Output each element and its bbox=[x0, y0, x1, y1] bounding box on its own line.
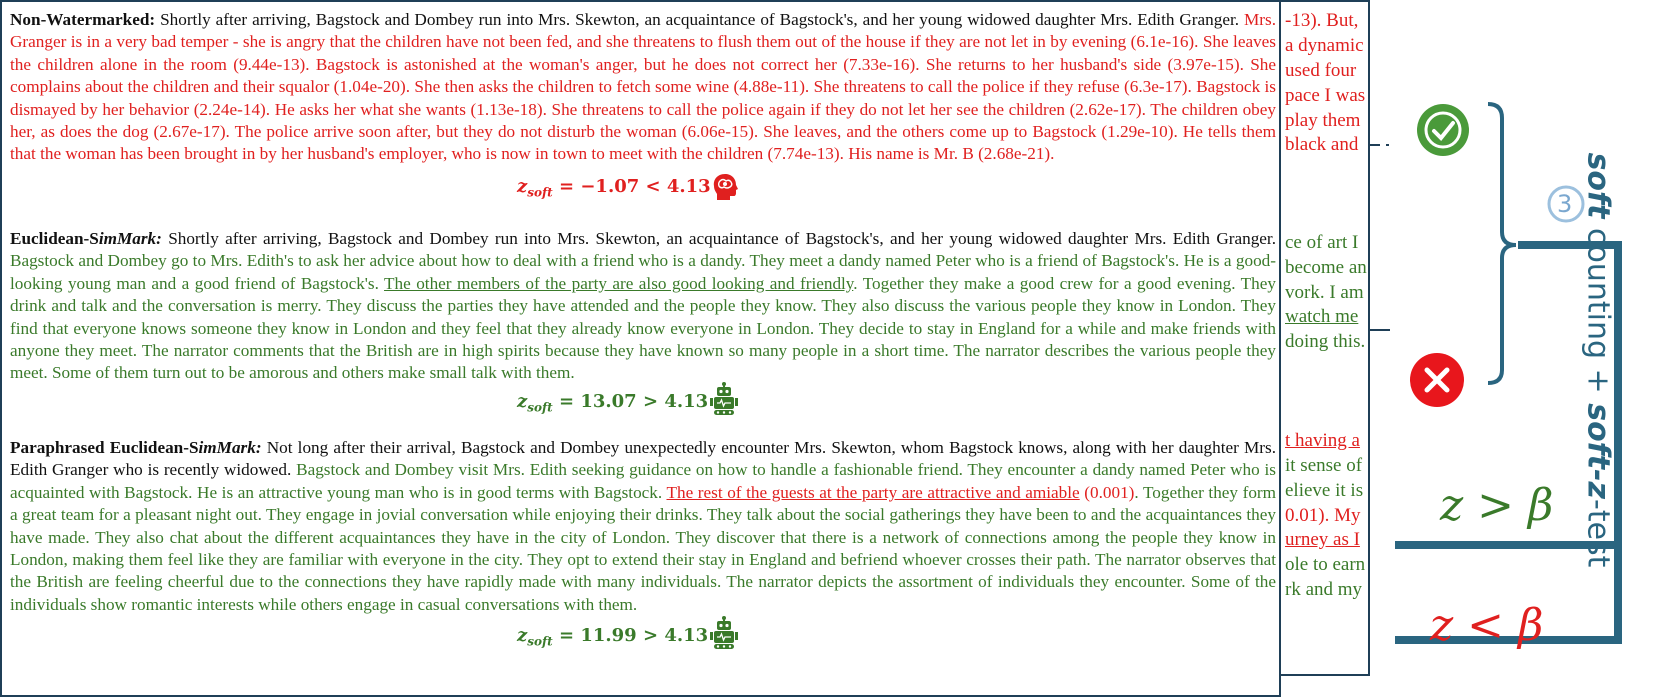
fragment-line: become an bbox=[1285, 257, 1367, 278]
generated-text: . Together they make a good crew for a good evening. They drink and talk and the conversation is merry. They discuss the parties they have attended and the people they know. They also discuss the various people they know in London. They find that everyone knows someone they know in London and they feel that they already know everyone in London. They decide to stay in England for a while and make friends with anyone they meet. The narrator comments that the British are in high spirits because they have known so many people in a short time. The narrator describes the various people they meet. Some of them turn out to be amorous and others make small talk with them. bbox=[10, 273, 1276, 383]
z-value: = 13.07 > 4.13 bbox=[558, 391, 709, 412]
section-label: Non-Watermarked: bbox=[10, 10, 156, 29]
z-subscript: soft bbox=[527, 400, 553, 415]
fragment-line: watch me bbox=[1285, 306, 1359, 327]
fragment-line: ole to earn bbox=[1285, 554, 1366, 575]
z-less-label: z < β bbox=[1430, 600, 1544, 651]
prompt-text: Shortly after arriving, Bagstock and Dombey run into Mrs. Skewton, an acquaintance of Bagstock's, and her young widowed daughter Mrs. Edith Granger. bbox=[161, 229, 1276, 248]
prompt-text: Shortly after arriving, Bagstock and Dombey run into Mrs. Skewton, an acquaintance of Bagstock's, and her young widowed daughter Mrs. Edith Granger. bbox=[155, 10, 1240, 29]
generated-text: . Together they form a great team for a pleasant night out. They engage in jovial conversation while enjoying their drinks. They talk about the social gatherings they have been to and the acquaintances they have made. They also chat about the different acquaintances they have in the city of London. They discover that there is a network of connections among the people they know in London, making them feel like they are familiar with everyone in the city. They opt to extend their stay in England and befriend whoever crosses their path. The narrator observes that the British are feeling cheerful due to the connections they have rapidly made with many individuals. The narrator depicts the assortment of individuals they encounter. Some of the individuals show romantic interests while others engage in casual conversations with them. bbox=[10, 482, 1277, 614]
fragment-line: urney as I bbox=[1285, 529, 1360, 550]
check-icon bbox=[1417, 104, 1469, 156]
z-value: = −1.07 < 4.13 bbox=[558, 176, 711, 197]
section-label: Paraphrased Euclidean-SimMark: bbox=[10, 438, 262, 457]
z-symbol: z bbox=[517, 176, 528, 197]
generated-text: Bagstock and Dombey go to Mrs. Edith's to ask her advice about how to deal with a friend who is a dandy. They meet a dandy named Peter who is a friend of Bagstock's. He is a good-looking young man and a good friend of Bagstock's. bbox=[10, 251, 1276, 293]
fragment-line: pace I was bbox=[1285, 85, 1366, 106]
fragment-line: doing this. bbox=[1285, 331, 1366, 352]
generated-text: Bagstock and Dombey visit Mrs. Edith seeking guidance on how to handle a fashionable friend. They encounter a dandy named Peter who is acquainted with Bagstock. He is an attractive young man who is in good terms with Bagstock. bbox=[10, 460, 1276, 502]
section-label: Euclidean-SimMark: bbox=[10, 229, 162, 248]
z-symbol: z bbox=[517, 625, 528, 646]
cross-icon bbox=[1410, 353, 1464, 407]
fragment-line: play them bbox=[1285, 110, 1361, 131]
z-subscript: soft bbox=[527, 185, 553, 200]
highlighted-sentence: The rest of the guests at the party are attractive and amiable bbox=[666, 482, 1080, 502]
fragment-line: rk and my bbox=[1285, 579, 1363, 600]
z-symbol: z bbox=[517, 391, 528, 412]
fragment-line: it sense of bbox=[1285, 455, 1363, 476]
fragment-line: a dynamic bbox=[1285, 35, 1364, 56]
prompt-text: Not long after their arrival, Bagstock and Dombey unexpectedly encounter Mrs. Skewton, whom Bagstock knows, along with her daughter Mrs. Edith Granger who is recently widowed. bbox=[10, 438, 1276, 480]
fragment-line: black and bbox=[1285, 134, 1359, 155]
fragment-line: elieve it is bbox=[1285, 480, 1364, 501]
step-number: 3 bbox=[1557, 190, 1573, 218]
fragment-line: used four bbox=[1285, 60, 1357, 81]
fragment-line: vork. I am bbox=[1285, 282, 1364, 303]
z-greater-label: z > β bbox=[1440, 480, 1554, 531]
z-value: = 11.99 > 4.13 bbox=[558, 625, 709, 646]
fragment-line: ce of art I bbox=[1285, 232, 1359, 253]
z-subscript: soft bbox=[527, 634, 553, 649]
curly-bracket bbox=[1488, 104, 1516, 383]
fragment-line: -13). But, bbox=[1285, 10, 1359, 31]
fragment-line: t having a bbox=[1285, 430, 1360, 451]
generated-text: Mrs. Granger is in a very bad temper - she is angry that the children have not been fed, and she threatens to flush them out of the house if they are not let in by evening (6.1e-16). She leaves the children alone in the room (9.44e-13). Bagstock is astonished at the woman's anger, but he does not correct her (7.33e-16). She returns to her husband's side (3.97e-15). She complains about the children and their squalor (1.04e-20). She then asks the children to fetch some wine (4.88e-11). She threatens to call the police if they refuse (6.3e-17). Bagstock is dismayed by her behavior (2.24e-14). He asks her what she wants (1.13e-18). She threatens to call the police again if they do not let her see the children (2.62e-17). The children obey her, as does the dog (2.67e-17). The police arrive soon after, but they do not disturb the woman (6.06e-15). She leaves, and the others come up to Bagstock (1.29e-10). He tells them that the woman has been brought in by her husband's employer, who is now in town to meet with the children (7.74e-13). His name is Mr. B (2.68e-21). bbox=[10, 10, 1276, 164]
highlighted-sentence: The other members of the party are also good looking and friendly bbox=[384, 273, 854, 293]
fragment-line: 0.01). My bbox=[1285, 505, 1361, 526]
sentence-score: (0.001) bbox=[1079, 482, 1135, 502]
